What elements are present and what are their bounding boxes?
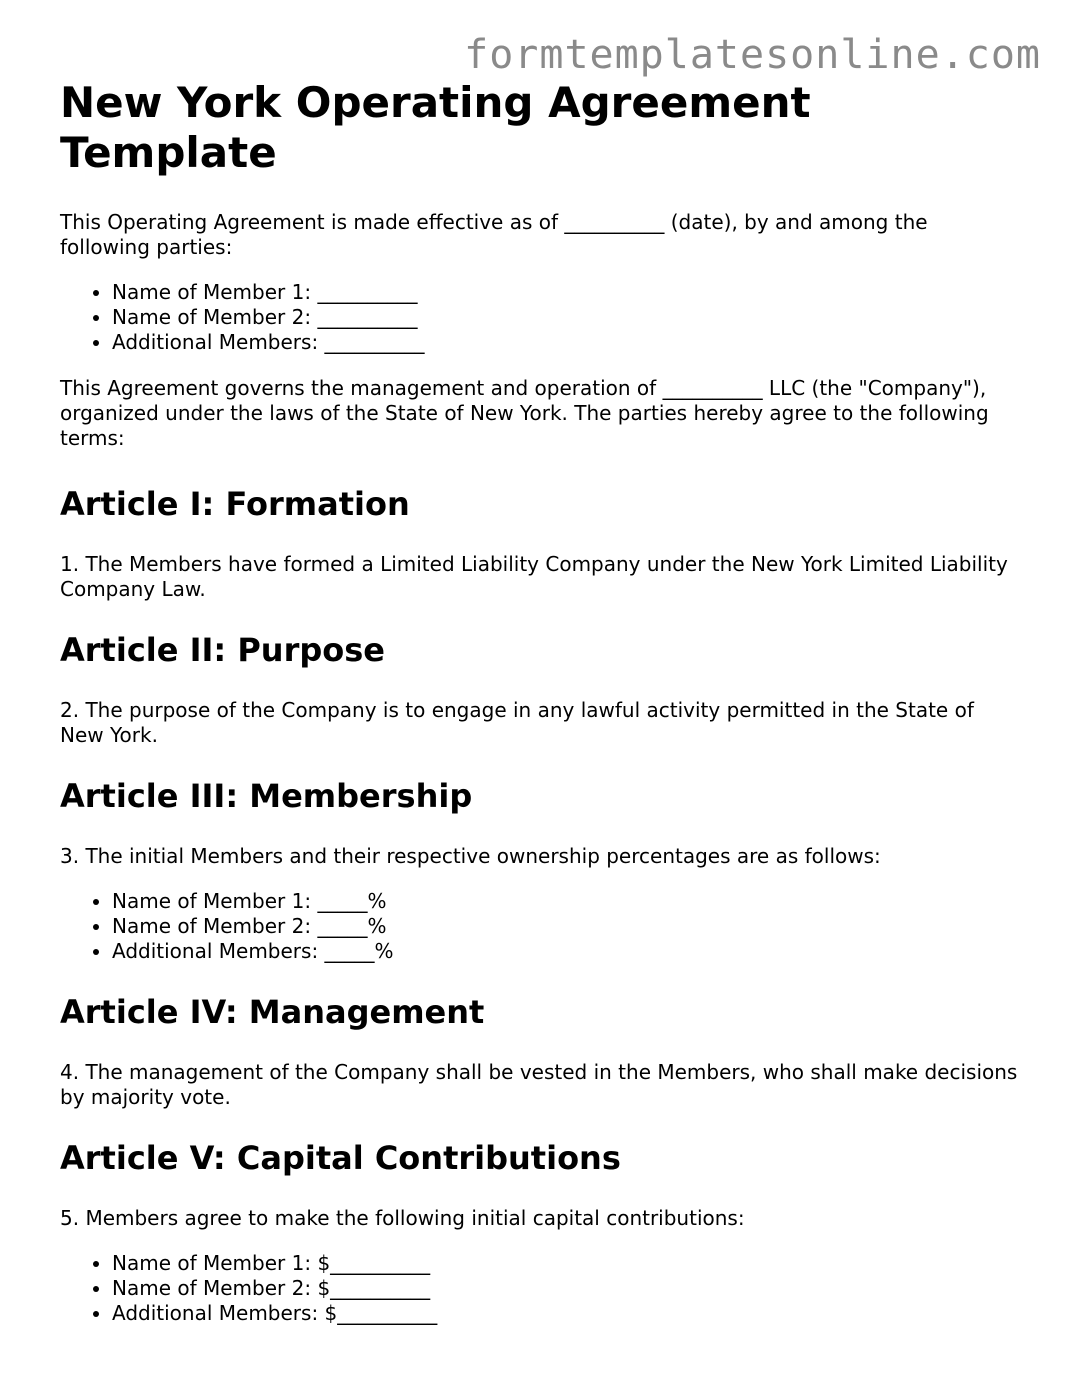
- list-item: • Name of Member 2: __________: [112, 305, 1020, 330]
- document-body: [60, 78, 1020, 1347]
- article-capital-contributions: [60, 1138, 1020, 1326]
- governs-paragraph: This Agreement governs the management and operation of __________ LLC (the "Company"), organized under the laws of the State of New York. The parties hereby agree to the following terms:: [60, 376, 989, 450]
- article-heading: Article IV: Management: [60, 993, 485, 1031]
- parties-list: [60, 280, 1020, 355]
- list-item: • Additional Members: __________: [112, 330, 1020, 355]
- intro-paragraph: This Operating Agreement is made effective as of __________ (date), by and among the following parties:: [60, 210, 928, 259]
- document-title: New York Operating Agreement Template: [60, 78, 811, 177]
- list-item: • Additional Members: _____%: [112, 939, 1020, 964]
- list-item: • Name of Member 1: $__________: [112, 1251, 1020, 1276]
- list-item: • Name of Member 2: _____%: [112, 914, 1020, 939]
- article-management: [60, 992, 1020, 1110]
- article-heading: Article I: Formation: [60, 485, 410, 523]
- article-heading: Article III: Membership: [60, 777, 473, 815]
- ownership-list: [60, 889, 1020, 964]
- article-text: 2. The purpose of the Company is to engage in any lawful activity permitted in the State of New York.: [60, 698, 974, 747]
- article-text: 5. Members agree to make the following initial capital contributions:: [60, 1206, 745, 1230]
- list-item: • Additional Members: $__________: [112, 1301, 1020, 1326]
- contributions-list: [60, 1251, 1020, 1326]
- article-text: 4. The management of the Company shall be vested in the Members, who shall make decisions by majority vote.: [60, 1060, 1018, 1109]
- article-text: 1. The Members have formed a Limited Liability Company under the New York Limited Liability Company Law.: [60, 552, 1008, 601]
- article-text: 3. The initial Members and their respective ownership percentages are as follows:: [60, 844, 881, 868]
- list-item: • Name of Member 2: $__________: [112, 1276, 1020, 1301]
- list-item: • Name of Member 1: _____%: [112, 889, 1020, 914]
- article-formation: [60, 484, 1020, 602]
- article-membership: [60, 776, 1020, 964]
- watermark: formtemplatesonline.com: [464, 32, 1041, 78]
- article-heading: Article II: Purpose: [60, 631, 385, 669]
- article-heading: Article V: Capital Contributions: [60, 1139, 621, 1177]
- list-item: • Name of Member 1: __________: [112, 280, 1020, 305]
- article-purpose: [60, 630, 1020, 748]
